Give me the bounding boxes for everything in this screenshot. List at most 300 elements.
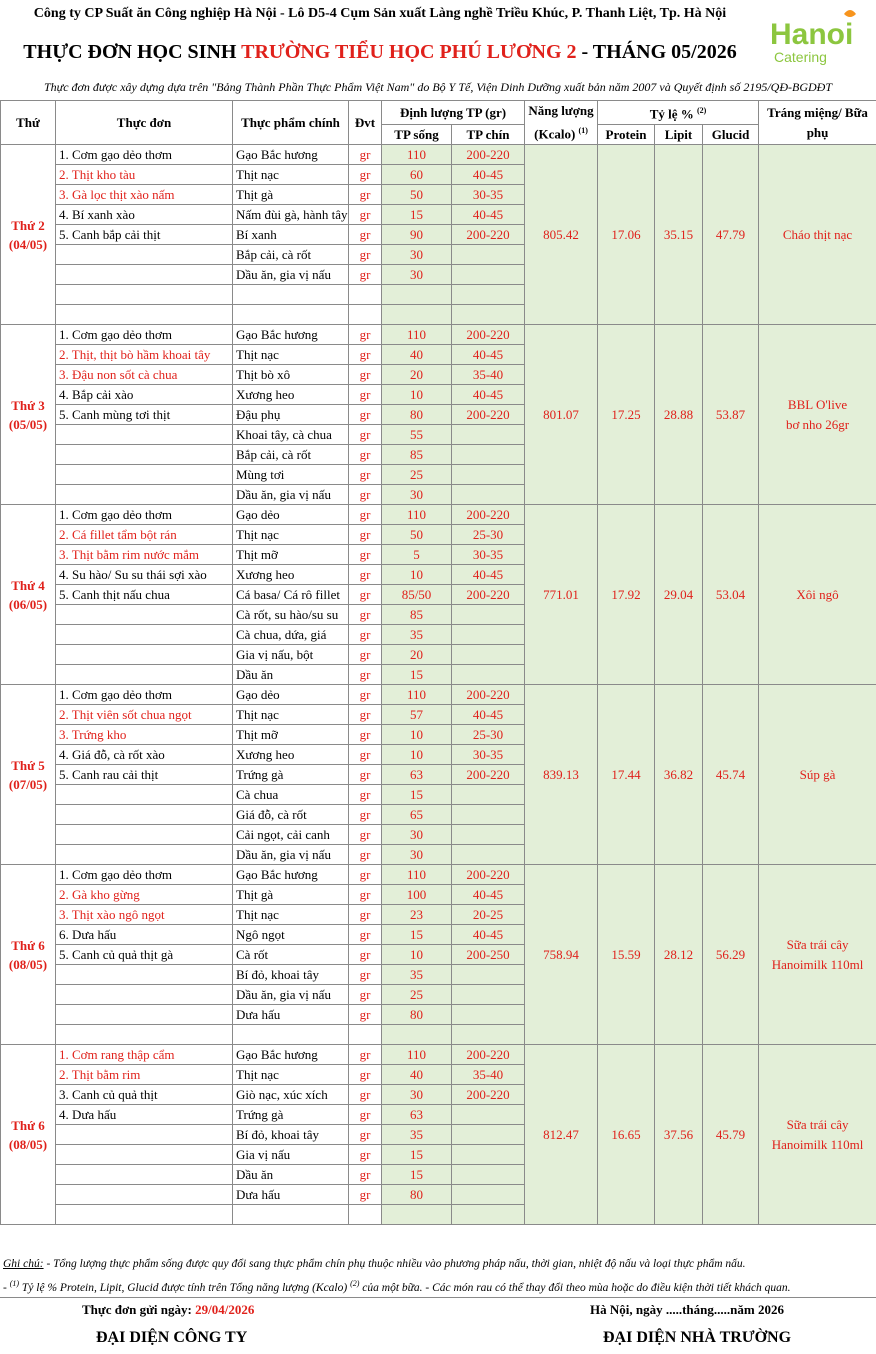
- cooked-weight: [452, 785, 525, 805]
- raw-weight: 10: [382, 725, 452, 745]
- dessert-line: Xôi ngô: [796, 586, 839, 602]
- raw-weight: 65: [382, 805, 452, 825]
- menu-row: [1, 325, 876, 345]
- food-name: Đậu phụ: [233, 405, 349, 425]
- raw-weight: 10: [382, 745, 452, 765]
- raw-weight: 35: [382, 965, 452, 985]
- cooked-weight: 40-45: [452, 705, 525, 725]
- raw-weight: [382, 1205, 452, 1225]
- food-unit: gr: [349, 465, 382, 485]
- cooked-weight: 30-35: [452, 545, 525, 565]
- dish-cell: 3. Thịt xào ngô ngọt: [56, 905, 233, 925]
- dish-cell: 2. Thịt, thịt bò hầm khoai tây: [56, 345, 233, 365]
- svg-text:Hanoi: Hanoi: [770, 18, 854, 51]
- dessert-cell: [759, 685, 876, 865]
- raw-weight: 15: [382, 785, 452, 805]
- food-unit: gr: [349, 265, 382, 285]
- food-unit: gr: [349, 1165, 382, 1185]
- title-suffix: - THÁNG 05/2026: [581, 41, 737, 63]
- food-name: Thịt mỡ: [233, 545, 349, 565]
- day-date: (06/05): [8, 596, 48, 612]
- food-name: Thịt mỡ: [233, 725, 349, 745]
- cooked-weight: [452, 445, 525, 465]
- food-name: Gạo dẻo: [233, 505, 349, 525]
- raw-weight: 35: [382, 1125, 452, 1145]
- food-name: Cà chua: [233, 785, 349, 805]
- raw-weight: 57: [382, 705, 452, 725]
- raw-weight: 20: [382, 365, 452, 385]
- cooked-weight: [452, 465, 525, 485]
- food-name: Thịt bò xô: [233, 365, 349, 385]
- energy-value: 771.01: [525, 505, 598, 685]
- day-label: Thứ 6: [11, 937, 45, 953]
- food-unit: gr: [349, 605, 382, 625]
- note-line-1: [0, 1254, 876, 1274]
- food-name: Gạo Bắc hương: [233, 865, 349, 885]
- header-row-1: [1, 101, 876, 125]
- raw-weight: 35: [382, 625, 452, 645]
- raw-weight: [382, 1025, 452, 1045]
- day-label: Thứ 6: [11, 1117, 45, 1133]
- food-unit: gr: [349, 1045, 382, 1065]
- dessert-line: Hanoimilk 110ml: [771, 956, 864, 972]
- food-name: Ngô ngọt: [233, 925, 349, 945]
- school-name: TRƯỜNG TIỂU HỌC PHÚ LƯƠNG 2: [241, 41, 577, 63]
- food-name: Xương heo: [233, 385, 349, 405]
- cooked-weight: 200-220: [452, 685, 525, 705]
- glucid-value: 47.79: [703, 145, 759, 325]
- dish-cell: [56, 1025, 233, 1045]
- cooked-weight: [452, 965, 525, 985]
- food-name: Cải ngọt, cải canh: [233, 825, 349, 845]
- dish-cell: 4. Bí xanh xào: [56, 205, 233, 225]
- dish-cell: 2. Cá fillet tẩm bột rán: [56, 525, 233, 545]
- dish-cell: 2. Gà kho gừng: [56, 885, 233, 905]
- raw-weight: 25: [382, 465, 452, 485]
- raw-weight: 15: [382, 1145, 452, 1165]
- sent-date: 29/04/2026: [195, 1302, 255, 1317]
- cooked-weight: 25-30: [452, 525, 525, 545]
- day-cell: [1, 685, 56, 865]
- col-lipit: Lipit: [655, 124, 703, 144]
- day-label: Thứ 2: [11, 217, 45, 233]
- food-name: Bí đỏ, khoai tây: [233, 1125, 349, 1145]
- raw-weight: 30: [382, 485, 452, 505]
- dish-cell: 2. Thịt viên sốt chua ngọt: [56, 705, 233, 725]
- day-cell: [1, 145, 56, 325]
- col-dvt: Đvt: [349, 101, 382, 145]
- cooked-weight: 35-40: [452, 365, 525, 385]
- cooked-weight: 40-45: [452, 345, 525, 365]
- protein-value: 17.25: [598, 325, 655, 505]
- food-name: Khoai tây, cà chua: [233, 425, 349, 445]
- dish-cell: 3. Thịt bằm rim nước mắm: [56, 545, 233, 565]
- food-unit: gr: [349, 345, 382, 365]
- dish-cell: [56, 965, 233, 985]
- food-unit: [349, 1025, 382, 1045]
- cooked-weight: 200-220: [452, 505, 525, 525]
- food-unit: gr: [349, 225, 382, 245]
- cooked-weight: 200-220: [452, 405, 525, 425]
- raw-weight: 10: [382, 385, 452, 405]
- cooked-weight: [452, 845, 525, 865]
- dish-cell: [56, 305, 233, 325]
- raw-weight: 80: [382, 1185, 452, 1205]
- food-unit: gr: [349, 1085, 382, 1105]
- company-header: Công ty CP Suất ăn Công nghiệp Hà Nội - Lô D5-4 Cụm Sản xuất Làng nghề Triều Khúc, P. Thanh Liệt, Tp. Hà Nội: [33, 6, 727, 21]
- glucid-value: 45.74: [703, 685, 759, 865]
- food-name: Cá basa/ Cá rô fillet: [233, 585, 349, 605]
- food-name: Dầu ăn, gia vị nấu: [233, 265, 349, 285]
- food-unit: gr: [349, 325, 382, 345]
- dish-cell: 1. Cơm gạo dẻo thơm: [56, 685, 233, 705]
- raw-weight: 20: [382, 645, 452, 665]
- menu-body: [1, 145, 876, 1225]
- raw-weight: 15: [382, 665, 452, 685]
- dish-cell: [56, 465, 233, 485]
- energy-value: 805.42: [525, 145, 598, 325]
- company-representative: ĐẠI DIỆN CÔNG TY: [96, 1329, 248, 1346]
- dish-cell: [56, 265, 233, 285]
- cooked-weight: 40-45: [452, 385, 525, 405]
- lipit-value: 29.04: [655, 505, 703, 685]
- sent-label: Thực đơn gửi ngày:: [82, 1302, 196, 1317]
- food-unit: [349, 1205, 382, 1225]
- food-unit: gr: [349, 685, 382, 705]
- day-label: Thứ 5: [11, 757, 45, 773]
- menu-basis-note: Thực đơn được xây dựng dựa trên "Bảng Thành Phần Thực Phẩm Việt Nam" do Bộ Y Tế, Viện Dinh Dưỡng xuất bản năm 2007 và Quyết định số 2195/QĐ-BGDĐT: [43, 80, 833, 94]
- svg-text:Catering: Catering: [774, 49, 827, 65]
- cooked-weight: [452, 825, 525, 845]
- food-name: Dầu ăn, gia vị nấu: [233, 985, 349, 1005]
- food-unit: gr: [349, 745, 382, 765]
- dish-cell: 5. Canh bắp cải thịt: [56, 225, 233, 245]
- cooked-weight: 200-220: [452, 145, 525, 165]
- col-thuc-don: Thực đơn: [56, 101, 233, 145]
- place-date: Hà Nội, ngày .....tháng.....năm 2026: [590, 1302, 784, 1317]
- raw-weight: 63: [382, 765, 452, 785]
- food-name: [233, 305, 349, 325]
- food-name: [233, 285, 349, 305]
- dish-cell: 1. Cơm rang thập cẩm: [56, 1045, 233, 1065]
- cooked-weight: [452, 805, 525, 825]
- lipit-value: 28.12: [655, 865, 703, 1045]
- note-line-2: [0, 1274, 876, 1298]
- day-date: (07/05): [8, 776, 48, 792]
- dish-cell: 3. Canh củ quả thịt: [56, 1085, 233, 1105]
- glucid-value: 53.87: [703, 325, 759, 505]
- dessert-cell: [759, 145, 876, 325]
- raw-weight: 5: [382, 545, 452, 565]
- raw-weight: 50: [382, 185, 452, 205]
- dessert-cell: [759, 1045, 876, 1225]
- dish-cell: 1. Cơm gạo dẻo thơm: [56, 325, 233, 345]
- menu-row: [1, 685, 876, 705]
- raw-weight: 30: [382, 1085, 452, 1105]
- food-unit: gr: [349, 785, 382, 805]
- dish-cell: 3. Gà lọc thịt xào nấm: [56, 185, 233, 205]
- raw-weight: 50: [382, 525, 452, 545]
- food-unit: gr: [349, 1065, 382, 1085]
- dish-cell: [56, 1145, 233, 1165]
- food-unit: gr: [349, 1125, 382, 1145]
- cooked-weight: 200-220: [452, 1045, 525, 1065]
- dish-cell: 5. Canh thịt nấu chua: [56, 585, 233, 605]
- day-label: Thứ 3: [11, 397, 45, 413]
- raw-weight: 15: [382, 925, 452, 945]
- sent-date-label: [82, 1298, 254, 1322]
- food-name: [233, 1205, 349, 1225]
- day-label: Thứ 4: [11, 577, 45, 593]
- col-tp-song: TP sống: [382, 124, 452, 144]
- dish-cell: [56, 1185, 233, 1205]
- dish-cell: 4. Su hào/ Su su thái sợi xào: [56, 565, 233, 585]
- raw-weight: 110: [382, 505, 452, 525]
- cooked-weight: 200-220: [452, 765, 525, 785]
- col-thu: Thứ: [1, 101, 56, 145]
- raw-weight: 80: [382, 1005, 452, 1025]
- cooked-weight: 200-220: [452, 1085, 525, 1105]
- note-label: Ghi chú:: [3, 1258, 44, 1270]
- nang-luong-sup: (1): [578, 126, 588, 135]
- cooked-weight: [452, 985, 525, 1005]
- day-date: (08/05): [8, 1136, 48, 1152]
- col-thuc-pham: Thực phẩm chính: [233, 101, 349, 145]
- note-sup-1: (1): [9, 1279, 20, 1288]
- food-name: [233, 1025, 349, 1045]
- title-prefix: THỰC ĐƠN HỌC SINH: [23, 41, 237, 63]
- food-unit: gr: [349, 1005, 382, 1025]
- raw-weight: 40: [382, 1065, 452, 1085]
- dish-cell: [56, 1005, 233, 1025]
- dish-cell: [56, 645, 233, 665]
- food-unit: gr: [349, 925, 382, 945]
- raw-weight: 110: [382, 145, 452, 165]
- cooked-weight: 40-45: [452, 565, 525, 585]
- food-unit: gr: [349, 905, 382, 925]
- day-cell: [1, 1045, 56, 1225]
- dish-cell: [56, 785, 233, 805]
- food-unit: gr: [349, 885, 382, 905]
- food-unit: gr: [349, 165, 382, 185]
- cooked-weight: 200-220: [452, 225, 525, 245]
- food-name: Dầu ăn: [233, 665, 349, 685]
- protein-value: 16.65: [598, 1045, 655, 1225]
- food-unit: gr: [349, 1145, 382, 1165]
- cooked-weight: [452, 1025, 525, 1045]
- food-unit: gr: [349, 185, 382, 205]
- note-sup-2: (2): [350, 1279, 360, 1288]
- dish-cell: 1. Cơm gạo dẻo thơm: [56, 145, 233, 165]
- cooked-weight: [452, 665, 525, 685]
- dessert-line: Cháo thịt nạc: [782, 226, 853, 242]
- dessert-cell: [759, 865, 876, 1045]
- food-name: Cà rốt: [233, 945, 349, 965]
- protein-value: 17.92: [598, 505, 655, 685]
- food-name: Gia vị nấu: [233, 1145, 349, 1165]
- food-name: Thịt nạc: [233, 705, 349, 725]
- menu-row: [1, 145, 876, 165]
- food-unit: gr: [349, 505, 382, 525]
- food-name: Dưa hấu: [233, 1185, 349, 1205]
- cooked-weight: [452, 285, 525, 305]
- cooked-weight: 200-220: [452, 325, 525, 345]
- food-unit: [349, 285, 382, 305]
- dish-cell: 4. Giá đỗ, cà rốt xào: [56, 745, 233, 765]
- food-unit: gr: [349, 765, 382, 785]
- food-unit: gr: [349, 805, 382, 825]
- day-cell: [1, 325, 56, 505]
- food-unit: gr: [349, 625, 382, 645]
- lipit-value: 36.82: [655, 685, 703, 865]
- raw-weight: 15: [382, 1165, 452, 1185]
- food-name: Thịt nạc: [233, 1065, 349, 1085]
- cooked-weight: [452, 245, 525, 265]
- cooked-weight: [452, 645, 525, 665]
- energy-value: 812.47: [525, 1045, 598, 1225]
- col-tp-chin: TP chín: [452, 124, 525, 144]
- food-unit: gr: [349, 585, 382, 605]
- col-dinh-luong: Định lượng TP (gr): [382, 101, 525, 125]
- raw-weight: 110: [382, 325, 452, 345]
- raw-weight: 23: [382, 905, 452, 925]
- dish-cell: 3. Trứng kho: [56, 725, 233, 745]
- food-unit: gr: [349, 1105, 382, 1125]
- raw-weight: [382, 285, 452, 305]
- food-name: Nấm đùi gà, hành tây: [233, 205, 349, 225]
- raw-weight: 60: [382, 165, 452, 185]
- cooked-weight: [452, 265, 525, 285]
- food-name: Gạo dẻo: [233, 685, 349, 705]
- raw-weight: 25: [382, 985, 452, 1005]
- dish-cell: [56, 1125, 233, 1145]
- dish-cell: [56, 1165, 233, 1185]
- dish-cell: 6. Dưa hấu: [56, 925, 233, 945]
- cooked-weight: 20-25: [452, 905, 525, 925]
- note-dash: -: [3, 1281, 10, 1294]
- cooked-weight: [452, 485, 525, 505]
- food-name: Thịt nạc: [233, 165, 349, 185]
- dish-cell: [56, 985, 233, 1005]
- cooked-weight: 40-45: [452, 165, 525, 185]
- cooked-weight: [452, 625, 525, 645]
- food-unit: [349, 305, 382, 325]
- dish-cell: [56, 605, 233, 625]
- dish-cell: 2. Thịt kho tàu: [56, 165, 233, 185]
- food-unit: gr: [349, 945, 382, 965]
- sent-date-row: [0, 1297, 876, 1321]
- food-name: Cà chua, dứa, giá: [233, 625, 349, 645]
- dessert-cell: [759, 325, 876, 505]
- food-unit: gr: [349, 425, 382, 445]
- raw-weight: 110: [382, 685, 452, 705]
- dessert-line: Sữa trái cây: [786, 1116, 849, 1132]
- raw-weight: 15: [382, 205, 452, 225]
- food-name: Trứng gà: [233, 765, 349, 785]
- dish-cell: [56, 845, 233, 865]
- food-name: Gia vị nấu, bột: [233, 645, 349, 665]
- raw-weight: 90: [382, 225, 452, 245]
- dish-cell: 5. Canh củ quả thịt gà: [56, 945, 233, 965]
- dish-cell: [56, 1205, 233, 1225]
- food-name: Thịt gà: [233, 885, 349, 905]
- dish-cell: [56, 245, 233, 265]
- raw-weight: 110: [382, 1045, 452, 1065]
- food-unit: gr: [349, 985, 382, 1005]
- food-unit: gr: [349, 245, 382, 265]
- cooked-weight: 200-220: [452, 865, 525, 885]
- food-unit: gr: [349, 205, 382, 225]
- food-unit: gr: [349, 705, 382, 725]
- day-date: (08/05): [8, 956, 48, 972]
- dessert-line: BBL O'live: [787, 396, 848, 412]
- lipit-value: 35.15: [655, 145, 703, 325]
- cooked-weight: 25-30: [452, 725, 525, 745]
- menu-row: [1, 865, 876, 885]
- raw-weight: 63: [382, 1105, 452, 1125]
- hanoi-catering-logo: [762, 4, 876, 74]
- col-trang-mieng: Tráng miệng/ Bữa phụ: [759, 101, 876, 145]
- note-text-2a: Tỷ lệ % Protein, Lipit, Glucid được tính trên Tổng năng lượng (Kcalo): [19, 1281, 351, 1294]
- col-nang-luong: [525, 101, 598, 145]
- dish-cell: [56, 445, 233, 465]
- dish-cell: 4. Bắp cải xào: [56, 385, 233, 405]
- food-unit: gr: [349, 565, 382, 585]
- raw-weight: 85: [382, 445, 452, 465]
- food-name: Thịt nạc: [233, 525, 349, 545]
- food-name: Xương heo: [233, 565, 349, 585]
- food-unit: gr: [349, 825, 382, 845]
- food-unit: gr: [349, 445, 382, 465]
- cooked-weight: [452, 305, 525, 325]
- dish-cell: 4. Dưa hấu: [56, 1105, 233, 1125]
- cooked-weight: [452, 1005, 525, 1025]
- raw-weight: 10: [382, 565, 452, 585]
- food-name: Bí đỏ, khoai tây: [233, 965, 349, 985]
- ty-le-sup: (2): [697, 106, 707, 116]
- cooked-weight: 200-250: [452, 945, 525, 965]
- food-unit: gr: [349, 145, 382, 165]
- dish-cell: 2. Thịt bằm rim: [56, 1065, 233, 1085]
- note-text-1: - Tổng lượng thực phẩm sống được quy đổi sang thực phẩm chín phụ thuộc nhiều vào phương pháp nấu, thời gian, nhiệt độ nấu và loại thực phẩm nấu.: [43, 1258, 746, 1270]
- food-unit: gr: [349, 665, 382, 685]
- day-date: (05/05): [8, 416, 48, 432]
- cooked-weight: 40-45: [452, 925, 525, 945]
- food-name: Gạo Bắc hương: [233, 325, 349, 345]
- food-unit: gr: [349, 545, 382, 565]
- cooked-weight: [452, 1105, 525, 1125]
- dish-cell: 3. Đậu non sốt cà chua: [56, 365, 233, 385]
- dish-cell: 1. Cơm gạo dẻo thơm: [56, 865, 233, 885]
- cooked-weight: 30-35: [452, 185, 525, 205]
- raw-weight: 100: [382, 885, 452, 905]
- menu-table: [0, 100, 876, 1225]
- school-representative: ĐẠI DIỆN NHÀ TRƯỜNG: [603, 1329, 792, 1346]
- cooked-weight: 40-45: [452, 885, 525, 905]
- cooked-weight: [452, 605, 525, 625]
- protein-value: 17.44: [598, 685, 655, 865]
- raw-weight: 40: [382, 345, 452, 365]
- energy-value: 839.13: [525, 685, 598, 865]
- food-unit: gr: [349, 865, 382, 885]
- note-text-2b: của một bữa. - Các món rau có thể thay đổi theo mùa hoặc do điều kiện thời tiết khách quan.: [359, 1281, 791, 1294]
- ty-le-label: Tỷ lệ %: [649, 106, 694, 122]
- raw-weight: 30: [382, 825, 452, 845]
- protein-value: 15.59: [598, 865, 655, 1045]
- lipit-value: 28.88: [655, 325, 703, 505]
- food-unit: gr: [349, 365, 382, 385]
- food-unit: gr: [349, 1185, 382, 1205]
